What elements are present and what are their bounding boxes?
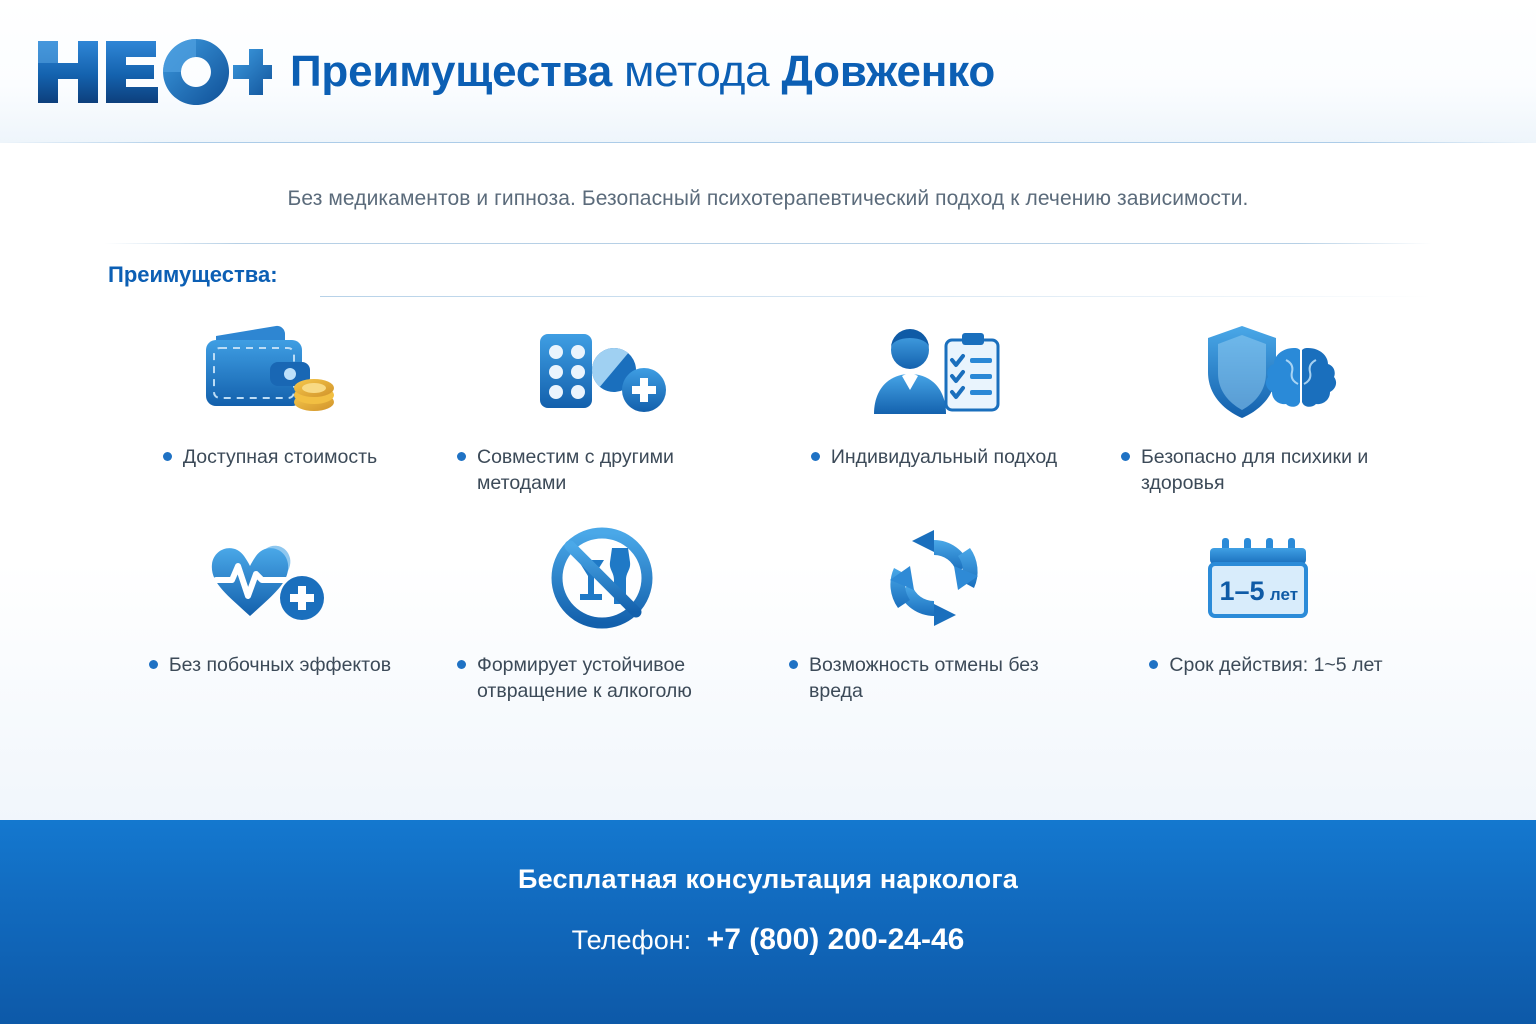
footer-phone-label: Телефон: xyxy=(571,925,692,955)
benefit-label-wrap xyxy=(1149,652,1382,678)
benefit-label: Срок действия: 1~5 лет xyxy=(1169,654,1383,676)
wallet-coins-icon xyxy=(186,318,354,430)
shield-brain-icon xyxy=(1182,318,1350,430)
benefit-label: Доступная стоимость xyxy=(182,446,378,468)
header xyxy=(0,0,1536,143)
bullet-icon xyxy=(457,660,466,669)
benefit-item xyxy=(104,526,436,734)
benefit-item xyxy=(104,318,436,526)
benefit-label: Без побочных эффектов xyxy=(168,654,392,676)
benefit-label-wrap xyxy=(789,652,1079,705)
page-title xyxy=(290,46,996,96)
bullet-icon xyxy=(149,660,158,669)
calendar-number: 1–5 xyxy=(1219,576,1265,606)
page-title-part2: метода xyxy=(624,46,770,96)
benefits-section-label: Преимущества: xyxy=(108,262,278,287)
benefits-grid xyxy=(104,318,1432,734)
benefit-label: Совместим с другими методами xyxy=(477,446,674,495)
footer-cta xyxy=(0,820,1536,1024)
page-title-part1: Преимущества xyxy=(290,46,613,96)
benefit-item xyxy=(1100,318,1432,526)
benefit-item xyxy=(768,526,1100,734)
subtitle-block xyxy=(0,143,1536,211)
benefit-label-wrap xyxy=(1121,444,1411,497)
benefit-label-wrap xyxy=(811,444,1057,470)
benefit-item xyxy=(436,526,768,734)
subtitle-divider xyxy=(104,243,1432,244)
bullet-icon xyxy=(457,452,466,461)
circular-arrows-icon xyxy=(850,526,1018,638)
subtitle-text: Без медикаментов и гипноза. Безопасный психотерапевтический подход к лечению зависимости. xyxy=(287,187,1249,210)
benefits-section-rule xyxy=(320,296,1432,297)
benefit-label: Возможность отмены без вреда xyxy=(809,654,1039,703)
benefit-item xyxy=(768,318,1100,526)
benefit-label-wrap xyxy=(163,444,377,470)
benefit-label-wrap xyxy=(457,444,747,497)
bullet-icon xyxy=(1149,660,1158,669)
benefit-label: Безопасно для психики и здоровья xyxy=(1141,446,1369,495)
neo-plus-logo xyxy=(36,33,272,111)
doctor-checklist-icon xyxy=(850,318,1018,430)
bullet-icon xyxy=(163,452,172,461)
benefit-label: Индивидуальный подход xyxy=(830,446,1058,468)
benefit-label-wrap xyxy=(149,652,391,678)
bullet-icon xyxy=(789,660,798,669)
pills-capsule-cross-icon xyxy=(518,318,686,430)
bullet-icon xyxy=(811,452,820,461)
footer-title: Бесплатная консультация нарколога xyxy=(517,864,1018,894)
no-alcohol-icon xyxy=(518,526,686,638)
calendar-1-5-years-icon xyxy=(1182,526,1350,638)
benefit-label-wrap xyxy=(457,652,747,705)
benefit-item xyxy=(436,318,768,526)
page-title-part3: Довженко xyxy=(781,46,996,96)
bullet-icon xyxy=(1121,452,1130,461)
heart-pulse-cross-icon xyxy=(186,526,354,638)
calendar-unit: лет xyxy=(1269,585,1299,604)
footer-phone-number[interactable]: +7 (800) 200-24-46 xyxy=(706,923,965,956)
footer-phone-block xyxy=(0,923,1536,957)
benefit-label: Формирует устойчивое отвращение к алкоголю xyxy=(477,654,692,703)
benefit-item xyxy=(1100,526,1432,734)
